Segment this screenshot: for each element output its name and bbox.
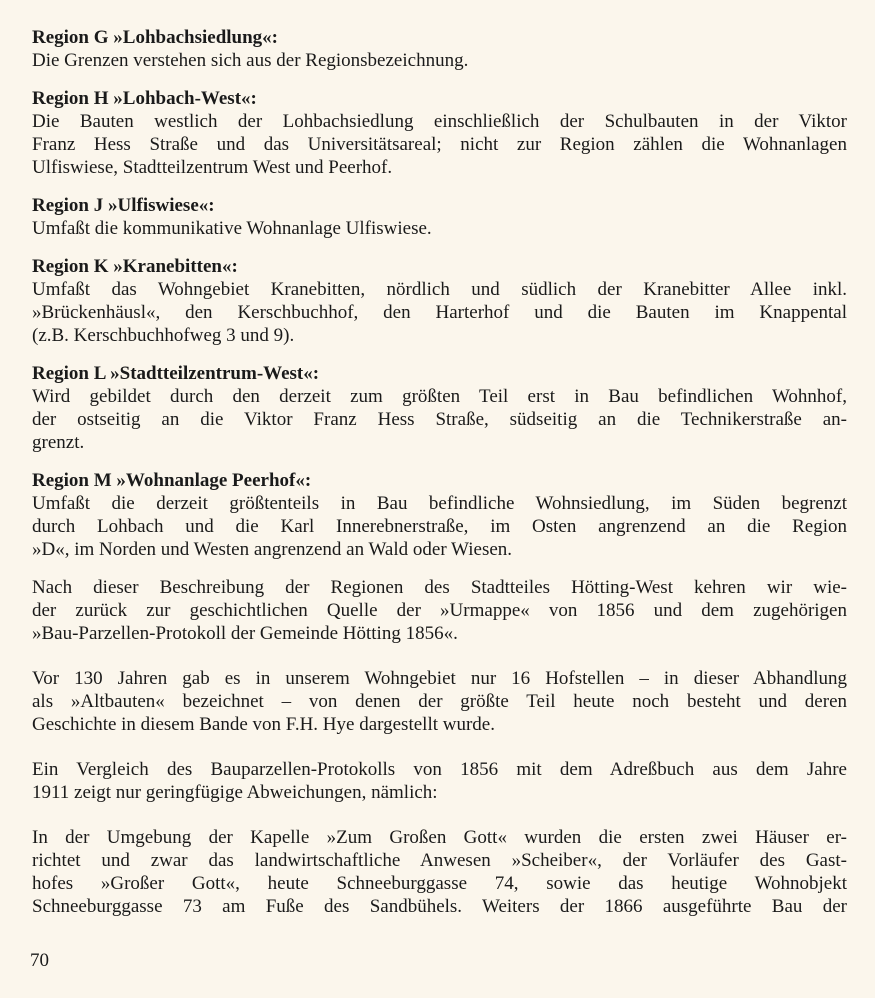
text-line: Nach dieser Beschreibung der Regionen des Stadtteiles Hötting-West kehren wir wie- [32, 577, 847, 598]
text-line: als »Altbauten« bezeichnet – von denen der größte Teil heute noch besteht und deren [32, 691, 847, 712]
text-line: der ostseitig an die Viktor Franz Hess Straße, südseitig an die Technikerstraße an- [32, 409, 847, 430]
region-heading: Region L »Stadtteilzentrum-West«: [32, 363, 320, 384]
region-text [32, 217, 847, 240]
region-text [32, 110, 847, 179]
text-line: In der Umgebung der Kapelle »Zum Großen Gott« wurden die ersten zwei Häuser er- [32, 827, 847, 848]
page-content [32, 26, 847, 940]
region-h [32, 87, 847, 179]
text-line: Umfaßt das Wohngebiet Kranebitten, nördlich und südlich der Kranebitter Allee inkl. [32, 279, 847, 300]
text-line: richtet und zwar das landwirtschaftliche Anwesen »Scheiber«, der Vorläufer des Gast- [32, 850, 847, 871]
text-line: grenzt. [32, 432, 85, 453]
body-paragraph [32, 576, 847, 645]
region-heading: Region M »Wohnanlage Peerhof«: [32, 470, 312, 491]
region-text [32, 278, 847, 347]
text-line: durch Lohbach und die Karl Innerebnerstraße, im Osten angrenzend an die Region [32, 516, 847, 537]
text-line: Schneeburggasse 73 am Fuße des Sandbühels. Weiters der 1866 ausgeführte Bau der [32, 896, 847, 917]
text-line: der zurück zur geschichtlichen Quelle der »Urmappe« von 1856 und dem zugehörigen [32, 600, 847, 621]
region-j [32, 194, 847, 240]
text-line: Geschichte in diesem Bande von F.H. Hye dargestellt wurde. [32, 714, 495, 735]
region-text [32, 385, 847, 454]
region-heading: Region G »Lohbachsiedlung«: [32, 27, 278, 48]
body-paragraph [32, 758, 847, 804]
region-text [32, 492, 847, 561]
region-k [32, 255, 847, 347]
text-line: Umfaßt die kommunikative Wohnanlage Ulfiswiese. [32, 218, 432, 239]
text-line: (z.B. Kerschbuchhofweg 3 und 9). [32, 325, 295, 346]
region-heading: Region K »Kranebitten«: [32, 256, 238, 277]
region-text [32, 49, 847, 72]
text-line: Vor 130 Jahren gab es in unserem Wohngebiet nur 16 Hofstellen – in dieser Abhandlung [32, 668, 847, 689]
region-m [32, 469, 847, 561]
region-heading: Region H »Lohbach-West«: [32, 88, 257, 109]
text-line: hofes »Großer Gott«, heute Schneeburggasse 74, sowie das heutige Wohnobjekt [32, 873, 847, 894]
body-paragraph [32, 826, 847, 918]
text-line: Umfaßt die derzeit größtenteils in Bau befindliche Wohnsiedlung, im Süden begrenzt [32, 493, 847, 514]
text-line: »Brückenhäusl«, den Kerschbuchhof, den Harterhof und die Bauten im Knappental [32, 302, 847, 323]
text-line: »D«, im Norden und Westen angrenzend an Wald oder Wiesen. [32, 539, 513, 560]
text-line: Wird gebildet durch den derzeit zum größten Teil erst in Bau befindlichen Wohnhof, [32, 386, 847, 407]
text-line: Ein Vergleich des Bauparzellen-Protokolls von 1856 mit dem Adreßbuch aus dem Jahre [32, 759, 847, 780]
page-number: 70 [30, 950, 49, 971]
text-line: Ulfiswiese, Stadtteilzentrum West und Peerhof. [32, 157, 393, 178]
region-heading: Region J »Ulfiswiese«: [32, 195, 215, 216]
text-line: Die Grenzen verstehen sich aus der Regionsbezeichnung. [32, 50, 469, 71]
region-l [32, 362, 847, 454]
text-line: 1911 zeigt nur geringfügige Abweichungen, nämlich: [32, 782, 438, 803]
body-paragraph [32, 667, 847, 736]
text-line: Franz Hess Straße und das Universitätsareal; nicht zur Region zählen die Wohnanlagen [32, 134, 847, 155]
region-g [32, 26, 847, 72]
text-line: Die Bauten westlich der Lohbachsiedlung einschließlich der Schulbauten in der Viktor [32, 111, 847, 132]
text-line: »Bau-Parzellen-Protokoll der Gemeinde Hötting 1856«. [32, 623, 458, 644]
